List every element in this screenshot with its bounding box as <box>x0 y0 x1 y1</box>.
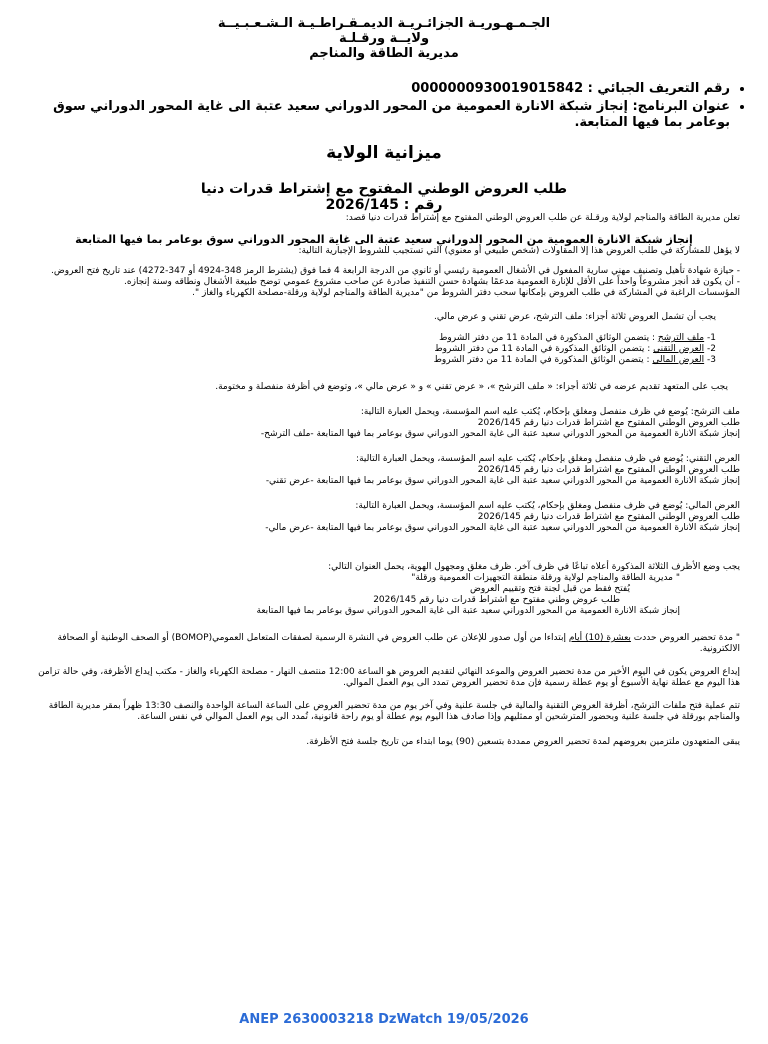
tax-id-label: رقم التعريف الجبائي : <box>587 81 730 96</box>
intro-paragraph: تعلن مديرية الطاقة والمناجم لولاية ورقـلة عن طلب العروض الوطني المفتوح مع إشتراط قدرات دنيا قصد: <box>345 213 740 223</box>
duration-emphasis: بعشرة (10) أيام <box>568 633 631 643</box>
part-name: العرض المالي <box>652 355 705 365</box>
envelope-line: إنجاز شبكة الانارة العمومية من المحور الدوراني سعيد عتبة الى غاية المحور الدوراني سوق بوعامر بما فيها المتابعة -ملف الترشح- <box>260 429 740 439</box>
header-directorate: مديرية الطاقة والمناجم <box>309 46 459 61</box>
conditions <box>28 266 740 299</box>
eligibility-paragraph: لا يؤهل للمشاركة في طلب العروض هذا إلا المقاولات (شخص طبيعي أو معنوي) التي تستجيب للشروط الإجبارية التالية: <box>298 246 740 256</box>
envelope-financial <box>28 501 740 534</box>
deposit-paragraph: إيداع العروض يكون في اليوم الأخير من مدة تحضير العروض والموعد النهائي لتقديم العروض هو الساعة 12:00 منتصف النهار - مصلحة الكهرباء والغاز - مكتب إيداع الأظرفة، وفي حالة تزامن هذا اليوم مع عطلة نهاية الأسبوع أو يوم عطلة رسمية فإن مدة تحضير العروض تمدد الى يوم العمل الموالي. <box>38 667 740 688</box>
envelope-line: إنجاز شبكة الانارة العمومية من المحور الدوراني سعيد عتبة الى غاية المحور الدوراني سوق بوعامر بما فيها المتابعة -عرض مالي- <box>265 523 740 533</box>
part-number: 3- <box>707 355 716 365</box>
parts-intro: يجب أن تشمل العروض ثلاثة أجزاء: ملف الترشح، عرض تقني و عرض مالي. <box>434 312 716 322</box>
outer-envelope <box>28 562 740 617</box>
envelope-technical <box>28 454 740 487</box>
validity-paragraph: يبقى المتعهدون ملتزمين بعروضهم لمدة تحضير العروض ممددة بتسعين (90) يوما ابتداء من تاريخ جلسة فتح الأظرفة. <box>306 737 740 747</box>
tender-number-label: رقم : <box>403 197 443 213</box>
envelope-candidacy <box>28 407 740 440</box>
part-item <box>28 333 716 344</box>
outer-line: " مديرية الطاقة والمناجم لولاية ورقلة منطقة التجهيزات العمومية ورقلة" <box>411 573 680 583</box>
outer-line: إنجاز شبكة الانارة العمومية من المحور الدوراني سعيد عتبة الى غاية المحور الدوراني سوق بوعامر بما فيها المتابعة <box>256 606 680 616</box>
info-list <box>22 81 746 131</box>
anep-reference: ANEP 2630003218 DzWatch 19/05/2026 <box>239 1012 529 1027</box>
envelope-line: طلب العروض الوطني المفتوح مع اشتراط قدرات دنيا رقم 2026/145 <box>477 465 740 475</box>
part-description: : يتضمن الوثائق المذكورة في المادة 11 من دفتر الشروط <box>433 355 650 365</box>
duration-rest: إبتداءا من أول صدور للإعلان عن طلب العروض في النشرة الرسمية لصفقات المتعامل العمومي(BOMOP) أو الصحف الوطنية أو الصحافة الالكترونية. <box>57 633 740 654</box>
part-number: 2- <box>707 344 716 354</box>
parts-list <box>28 333 716 366</box>
header-republic: الجـمـهـوريـة الجزائـريـة الديمـقـراطـيـة الـشـعـبـيــة <box>217 16 551 31</box>
envelope-line: إنجاز شبكة الانارة العمومية من المحور الدوراني سعيد عتبة الى غاية المحور الدوراني سوق بوعامر بما فيها المتابعة -عرض تقني- <box>265 476 740 486</box>
outer-intro: يجب وضع الأظرف الثلاثة المذكورة أعلاه تباعًا في ظرف آخر. ظرف مغلق ومجهول الهوية، يحمل العنوان التالي: <box>328 562 740 572</box>
outer-line: يُفتح فقط من قبل لجنة فتح وتقييم العروض <box>469 584 630 594</box>
document-header <box>0 16 768 61</box>
part-item <box>28 344 716 355</box>
submit-intro: يجب على المتعهد تقديم عرضه في ثلاثة أجزاء: « ملف الترشح »، « عرض تقني » و « عرض مالي »، وتوضع في أظرفة منفصلة و مختومة. <box>215 382 728 392</box>
budget-title: ميزانية الولاية <box>326 143 442 163</box>
header-wilaya: ولايــة ورقـلـة <box>338 31 430 46</box>
part-name: العرض التقني <box>653 344 705 354</box>
envelope-line: العرض التقني: يُوضع في ظرف منفصل ومغلق بإحكام، يُكتب عليه اسم المؤسسة، ويحمل العبارة التالية: <box>356 454 740 464</box>
project-title: إنجاز شبكة الانارة العمومية من المحور الدوراني سعيد عتبة الى غاية المحور الدوراني سوق بوعامر بما فيها المتابعة <box>75 233 693 246</box>
envelope-line: ملف الترشح: يُوضع في ظرف منفصل ومغلق بإحكام، يُكتب عليه اسم المؤسسة، ويحمل العبارة التالية: <box>360 407 740 417</box>
program-label: عنوان البرنامج: <box>632 99 730 114</box>
part-item <box>28 355 716 366</box>
envelope-line: طلب العروض الوطني المفتوح مع اشتراط قدرات دنيا رقم 2026/145 <box>477 512 740 522</box>
condition-3: المؤسسات الراغبة في المشاركة في طلب العروض بإمكانها سحب دفتر الشروط من "مديرية الطاقة والمناجم لولاية ورقلة-مصلحة الكهرباء والغاز ". <box>192 288 740 298</box>
part-number: 1- <box>707 333 716 343</box>
duration-paragraph <box>28 633 740 655</box>
opening-paragraph: تتم عملية فتح ملفات الترشح، أظرفة العروض التقنية والمالية في جلسة علنية وفي آخر يوم من مدة تحضير العروض على الساعة الساعة الواحدة والنصف 13:30 ظهراً بمقر مديرية الطاقة والمناجم بورقلة في جلسة علنية وبحضور المترشحين او ممثليهم وإذا صادف هذا اليوم يوم عطلة أو يوم راحة قانونية، تُمدد الى يوم العمل الموالي في نفس الساعة. <box>48 701 740 722</box>
duration-prefix: " مدة تحضير العروض حددت <box>630 633 740 643</box>
tax-id-item <box>22 81 730 97</box>
part-name: ملف الترشح <box>657 333 705 343</box>
outer-line: طلب عروض وطني مفتوح مع اشتراط قدرات دنيا رقم 2026/145 <box>373 595 620 605</box>
part-description: : يتضمن الوثائق المذكورة في المادة 11 من دفتر الشروط <box>439 333 655 343</box>
tender-number <box>0 197 768 213</box>
condition-2: - أن يكون قد أنجز مشروعاً واحداً على الأقل للإنارة العمومية مدعمًا بشهادة حسن التنفيذ صادرة عن صاحب مشروع عمومي توضح طبيعة الأشغال ونطاقه وسنة إنجازه. <box>124 277 740 287</box>
tax-id-value: 0000000930019015842 <box>411 81 584 96</box>
tender-number-value: 2026/145 <box>325 197 399 213</box>
outer-address <box>28 573 680 617</box>
tender-title: طلب العروض الوطني المفتوح مع إشتراط قدرات دنيا <box>200 181 568 197</box>
program-item <box>22 99 730 131</box>
part-description: : يتضمن الوثائق المذكورة في المادة 11 من دفتر الشروط <box>434 344 651 354</box>
envelope-line: العرض المالي: يُوضع في ظرف منفصل ومغلق بإحكام، يُكتب عليه اسم المؤسسة، ويحمل العبارة التالية: <box>355 501 740 511</box>
condition-1: - حيازة شهادة تأهيل وتصنيف مهني سارية المفعول في الأشغال العمومية رئيسي أو ثانوي من الدرجة الرابعة 4 فما فوق (يشترط الرمز 348-4924 أو 347-4272) عند تاريخ فتح العروض. <box>51 266 740 276</box>
envelope-line: طلب العروض الوطني المفتوح مع اشتراط قدرات دنيا رقم 2026/145 <box>477 418 740 428</box>
program-value: إنجاز شبكة الانارة العمومية من المحور الدوراني سعيد عتبة الى غاية المحور الدوراني سوق بوعامر بما فيها المتابعة. <box>53 99 730 130</box>
